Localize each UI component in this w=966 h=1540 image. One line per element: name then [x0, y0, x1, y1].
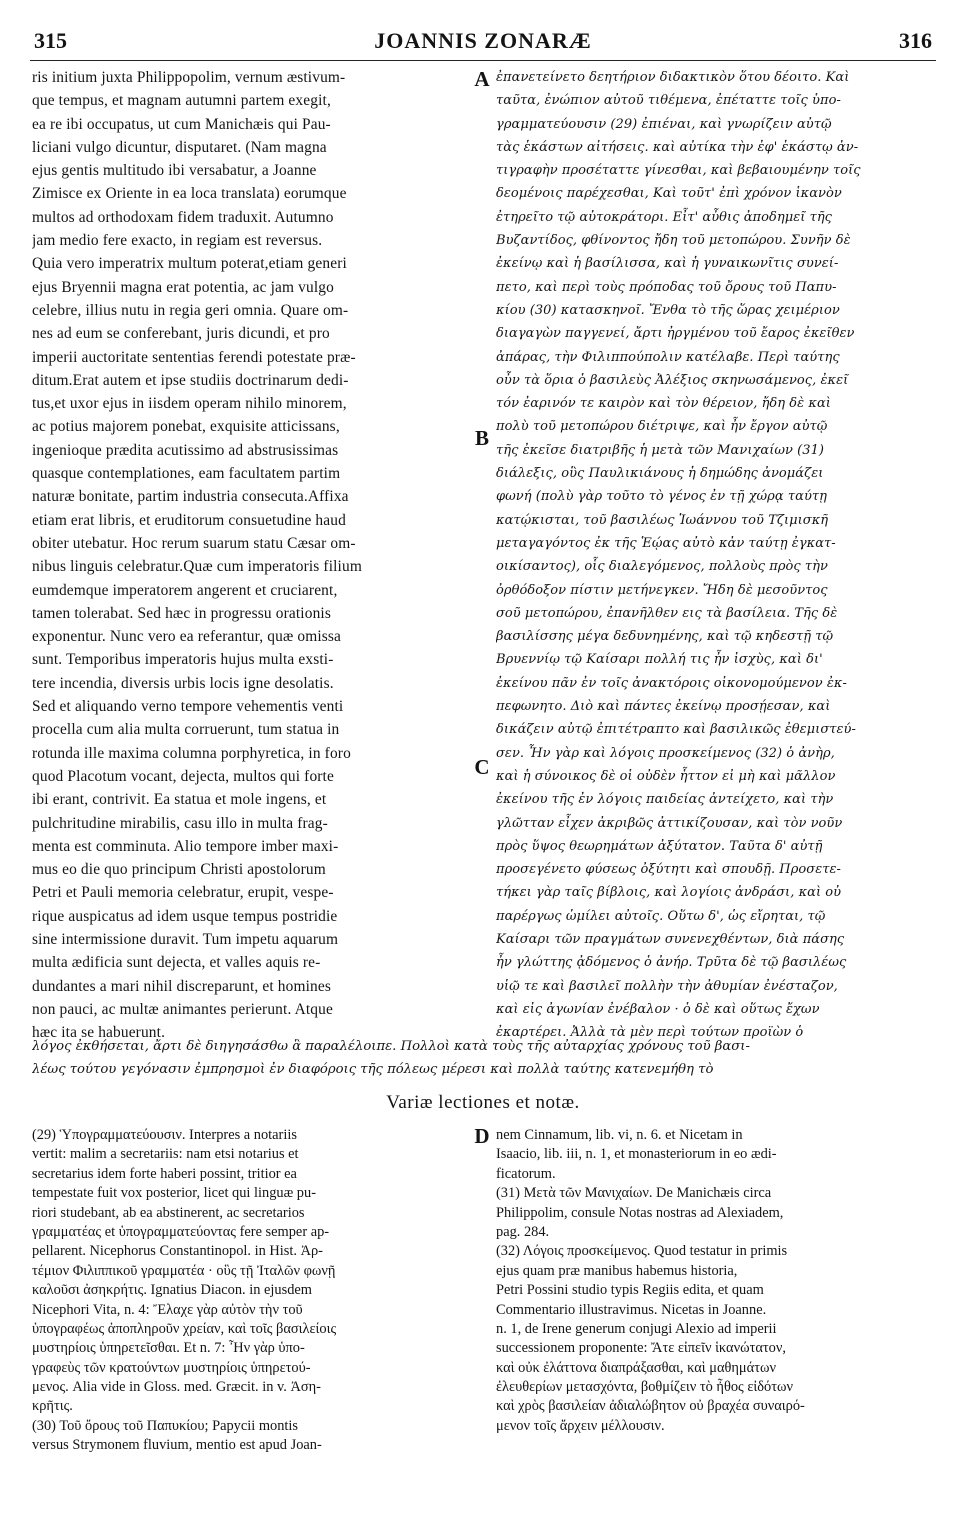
greek-text-line: ὀρθόδοξον πίστιν μετήνεγκεν. Ἤδη δὲ μεσοῦντος — [496, 582, 828, 598]
note-line: Nicephori Vita, n. 4: Ἔλαχε γὰρ αὐτὸν τὴν τοῦ — [32, 1301, 303, 1318]
latin-text-line: rotunda ille maxima columna porphyretica, in foro — [32, 744, 351, 762]
greek-text-line: ἐκείνῳ καὶ ἡ βασίλισσα, καὶ ἡ γυναικωνῖτις συνεί- — [496, 256, 839, 272]
latin-text-line: multos ad orthodoxam fidem traduxit. Autumno — [32, 208, 334, 226]
latin-text-line: procella cum alia multa corruerunt, tum statua in — [32, 721, 340, 739]
latin-text-line: Petri et Pauli memoria celebratur, erupit, vespe- — [32, 884, 334, 902]
greek-text-line: πολὺ τοῦ μετοπώρου διέτριψε, καὶ ἦν ἔργον αὐτῷ — [496, 419, 828, 435]
note-line: καὶ χρὸς βασιλείαν ἀδιαλώβητον οὐ βραχέα συναιρό- — [496, 1398, 805, 1415]
greek-text-line: ταῦτα, ἐνώπιον αὐτοῦ τιθέμενα, ἐπέταττε τοῖς ὑπο- — [496, 93, 841, 109]
note-line: ejus quam præ manibus habemus historia, — [496, 1262, 738, 1279]
greek-text-line: πρὸς ὕψος θεωρημάτων ἀξύτατον. Ταῦτα δ' αὐτῇ — [496, 838, 823, 854]
latin-text-line: ibi erant, contrivit. Ea statua et mole ingens, et — [32, 791, 327, 809]
latin-text-line: ac potius majorem ponebat, exquisite atticissans, — [32, 418, 340, 436]
greek-text-line: ἐκαρτέρει. Ἀλλὰ τὰ μὲν περὶ τούτων προϊὼν ὁ — [496, 1025, 804, 1041]
greek-text-line: προσεγένετο φύσεως ὀξύτητι καὶ σπουδῇ. Προσετε- — [496, 862, 841, 878]
latin-text-line: multa ædificia sunt dejecta, et valles aquis re- — [32, 954, 321, 972]
latin-text-line: nes ad eum se conferebant, juris dicundi, et pro — [32, 325, 330, 343]
greek-text-line: τόν ἐαρινόν τε καιρὸν καὶ τὸν θέρειον, ἤδη δὲ καὶ — [496, 396, 831, 412]
latin-text-line: tamen tolerabat. Sed hæc in progressu orationis — [32, 604, 331, 622]
page-number-left: 315 — [34, 28, 67, 53]
note-line: Commentario illustravimus. Nicetas in Joanne. — [496, 1301, 767, 1318]
latin-text-line: Zimisce ex Oriente in ea loca translata) eorumque — [32, 185, 347, 203]
latin-text-line: etiam erat libris, et eruditorum consuetudine haud — [32, 511, 346, 529]
greek-text-line: ἀπάρας, τὴν Φιλιππούπολιν κατέλαβε. Περὶ ταύτης — [496, 349, 840, 365]
note-line: τέμιον Φιλιππικοῦ γραμματέα · οὓς τῇ Ἰταλῶν φωνῇ — [32, 1262, 336, 1279]
note-line: μενον τοῖς ἄρχειν μέλλουσιν. — [496, 1417, 665, 1434]
greek-text-line: μεταγαγόντος ἐκ τῆς Ἑῴας αὐτὸ κἀν ταύτῃ ἐγκατ- — [496, 535, 836, 551]
margin-marker-a: A — [474, 67, 490, 91]
notes-heading: Variæ lectiones et notæ. — [386, 1092, 580, 1113]
notes-right-column — [496, 1126, 936, 1436]
note-line: (30) Τοῦ ὄρους τοῦ Παπυκίου; Papycii montis — [32, 1417, 299, 1434]
latin-text-line: ejus Bryennii magna erat potentia, ac jam vulgo — [32, 278, 334, 296]
note-line: (31) Μετὰ τῶν Μανιχαίων. De Manichæis circa — [496, 1185, 772, 1202]
note-line: γραφεὺς τῶν κρατούντων μυστηρίοις ὑπηρετού- — [32, 1359, 311, 1376]
greek-text-line: σεν. Ἦν γὰρ καὶ λόγοις προσκείμενος (32) ὁ ἀνὴρ, — [496, 745, 835, 761]
greek-text-line: οὖν τὰ ὅρια ὁ βασιλεὺς Ἀλέξιος σκηνωσάμενος, ἐκεῖ — [496, 372, 849, 388]
note-line: versus Strymonem fluvium, mentio est apud Joan- — [32, 1437, 322, 1454]
note-line: pag. 284. — [496, 1223, 550, 1240]
page-header — [20, 28, 946, 56]
greek-text-line: τὰς ἑκάστων αἰτήσεις. καὶ αὐτίκα τὴν ἐφ' ἑκάστῳ ἀν- — [496, 139, 859, 155]
running-title: JOANNIS ZONARÆ — [374, 28, 592, 53]
note-line: ἐλευθερίων μετασχόντα, βοθμίζειν τὸ ἦθος εἰδότων — [496, 1379, 793, 1396]
latin-text-line: dundantes a mari nihil discreparunt, et homines — [32, 977, 331, 995]
note-line: γραμματέας et ὑπογραμματεύοντας fere semper ap- — [32, 1223, 330, 1240]
greek-text-line: σοῦ μετοπώρου, ἐπανῆλθεν εις τὰ βασίλεια. Τῆς δὲ — [496, 605, 838, 621]
greek-text-line: Βρυεννίῳ τῷ Καίσαρι πολλή τις ἦν ἰσχὺς, καὶ δι' — [496, 652, 823, 668]
greek-text-line: ἦν γλώττης ᾀδόμενος ὁ ἀνήρ. Τρῦτα δὲ τῷ βασιλέως — [496, 955, 847, 971]
latin-text-line: Quia vero imperatrix multum poterat,etiam generi — [32, 255, 347, 273]
note-line: successionem proponente: Ἄτε εἰπεῖν ἱκανώτατον, — [496, 1340, 786, 1357]
note-line: n. 1, de Irene generum conjugi Alexio ad imperii — [496, 1320, 777, 1337]
note-line: (29) Ὑπογραμματεύουσιν. Interpres a notariis — [32, 1127, 297, 1143]
greek-text-line: τήκει γὰρ ταῖς βίβλοις, καὶ λογίοις ἀνδράσι, καὶ οὐ — [496, 885, 842, 901]
full-width-text-line: λέως τούτου γεγόνασιν ἐμπρησμοὶ ἐν διαφόροις τῆς πόλεως μέρεσι καὶ πολλὰ ταύτης κατενεμήθη τὸ — [32, 1062, 714, 1078]
full-width-text-line: λόγος ἐκθήσεται, ἄρτι δὲ διηγησάσθω ἃ παραλέλοιπε. Πολλοὶ κατὰ τοὺς τῆς αὐταρχίας χρόνους τοῦ βασι- — [32, 1039, 750, 1054]
latin-text-line: sine intermissione duravit. Tum impetu aquarum — [32, 930, 339, 948]
note-line: κρῆτις. — [32, 1398, 73, 1415]
greek-text-line: ἐκείνου πᾶν ἐν τοῖς ἀνακτόροις οἰκονομούμενον ἐκ- — [496, 675, 847, 691]
greek-text-line: τιγραφὴν προσέταττε γίνεσθαι, καὶ βεβαιουμένην τοῖς — [496, 163, 861, 179]
margin-marker-c: C — [474, 755, 490, 779]
latin-text-line: que tempus, et magnam autumni partem exegit, — [32, 92, 331, 110]
latin-text-line: rique auspicatus ad idem usque tempus postridie — [32, 907, 338, 925]
latin-text-line: celebre, illius nutu in regia geri omnia. Quare om- — [32, 301, 349, 319]
note-line: Philippolim, consule Notas nostras ad Alexiadem, — [496, 1204, 784, 1221]
note-line: ficatorum. — [496, 1165, 556, 1182]
greek-text-line: παρέργως ὡμίλει αὐτοῖς. Οὕτω δ', ὡς εἴρηται, τῷ — [496, 908, 826, 924]
note-line: pellarent. Nicephorus Constantinopol. in Hist. Ἀρ- — [32, 1243, 323, 1260]
full-width-text — [32, 1035, 942, 1082]
greek-text-line: δεομένοις παρέχεσθαι, Καὶ τοῦτ' ἐπὶ χρόνον ἱκανὸν — [496, 186, 842, 202]
latin-column — [32, 66, 472, 1044]
latin-text-line: imperii auctoritate sententias ferendi potestate præ- — [32, 348, 356, 366]
latin-text-line: Sed et aliquando verno tempore vehementis venti — [32, 698, 344, 716]
note-line: καλοῦσι ἀσηκρήτις. Ignatius Diacon. in ejusdem — [32, 1282, 312, 1299]
greek-text-line: πεφωνητο. Διὸ καὶ πάντες ἐκείνῳ προσῄεσαν, καὶ — [496, 699, 831, 715]
page-number-right: 316 — [899, 28, 932, 53]
latin-text-line: ea re ibi occupatus, ut cum Manichæis qui Pau- — [32, 115, 331, 133]
latin-text-line: quod Placotum vocant, dejecta, multos qui forte — [32, 767, 334, 785]
greek-text-line: καὶ ἡ σύνοικος δὲ οἱ οὐδὲν ἧττον εἰ μὴ καὶ μᾶλλον — [496, 768, 836, 784]
latin-text-line: ejus gentis multitudo ibi versabatur, a Joanne — [32, 162, 317, 180]
margin-marker-d: D — [474, 1124, 490, 1148]
greek-text-line: πετο, καὶ περὶ τοὺς πρόποδας τοῦ ὄρους τοῦ Παπυ- — [496, 279, 837, 295]
greek-text-line: υἱῷ τε καὶ βασιλεῖ πολλὴν τὴν ἀθυμίαν ἐνέσταζον, — [496, 978, 838, 994]
latin-text-line: jam medio fere exacto, in regiam est reversus. — [32, 232, 323, 250]
note-line: nem Cinnamum, lib. vi, n. 6. et Nicetam in — [496, 1127, 743, 1143]
note-line: tempestate fuit vox posterior, licet qui linguæ pu- — [32, 1185, 316, 1202]
notes-left-column — [32, 1126, 472, 1456]
latin-text-line: mus eo die quo principum Christi apostolorum — [32, 861, 326, 879]
latin-text-line: naturæ bonitate, partim industria consecuta.Affixa — [32, 488, 349, 506]
greek-text-line: φωνή (πολὺ γὰρ τοῦτο τὸ γένος ἐν τῇ χώρᾳ ταύτῃ — [496, 489, 827, 505]
note-line: Petri Possini studio typis Regiis edita, et quam — [496, 1282, 764, 1299]
latin-text-line: ingenioque prædita acutissimo ad abstrusissimas — [32, 441, 339, 459]
latin-text-line: ditum.Erat autem et ipse studiis doctrinarum dedi- — [32, 371, 349, 389]
latin-text-line: sunt. Temporibus imperatoris hujus multa exsti- — [32, 651, 334, 669]
header-rule — [30, 60, 936, 61]
greek-text-line: βασιλίσσης μέγα δεδυνημένης, καὶ τῷ κηδεστῇ τῷ — [496, 629, 834, 645]
latin-text-line: nibus linguis celebratur.Quæ cum imperatoris filium — [32, 558, 362, 576]
note-line: vertit: malim a secretariis: nam etsi notarius et — [32, 1146, 299, 1163]
greek-text-line: ἐκείνου τῆς ἐν λόγοις παιδείας ἀντείχετο, καὶ τὴν — [496, 792, 834, 808]
greek-text-line: διαγαγὼν παγγενεί, ἄρτι ἠργμένου τοῦ ἔαρος ἐκεῖθεν — [496, 326, 855, 342]
latin-text-line: non pauci, ac multæ animantes perierunt. Atque — [32, 1000, 333, 1018]
greek-column — [496, 66, 936, 1044]
latin-text-line: tere incendia, diversis urbis locis igne desolatis. — [32, 674, 334, 692]
latin-text-line: pulchritudine mirabilis, casu illo in multa frag- — [32, 814, 328, 832]
greek-text-line: ἐπανετείνετο δεητήριον διδακτικὸν ὅτου δέοιτο. Καὶ — [496, 70, 850, 85]
note-line: ὑπογραφέως ἀποπληροῦν χρείαν, καὶ τοῖς βασιλείοις — [32, 1320, 337, 1337]
latin-text-line: ris initium juxta Philippopolim, vernum æstivum- — [32, 69, 346, 86]
greek-text-line: γραμματεύουσιν (29) ἐπιέναι, καὶ γνωρίζειν αὐτῷ — [496, 116, 832, 132]
latin-text-line: exponentur. Nunc vero ea referantur, quæ omissa — [32, 628, 342, 646]
latin-text-line: obiter utebatur. Hoc rerum suarum statu Cæsar om- — [32, 534, 356, 552]
latin-text-line: quasque contemplationes, eam facultatem partim — [32, 465, 341, 483]
greek-text-line: γλῶτταν εἶχεν ἀκριβῶς ἀττικίζουσαν, καὶ τὸν νοῦν — [496, 815, 843, 831]
greek-text-line: ἐτηρεῖτο τῷ αὐτοκράτορι. Εἶτ' αὖθις ἀποδημεῖ τῆς — [496, 209, 833, 225]
note-line: Isaacio, lib. iii, n. 1, et monasteriorum in eo ædi- — [496, 1146, 777, 1163]
latin-text-line: liciani vulgo dicuntur, disputaret. (Nam magna — [32, 138, 327, 156]
greek-text-line: κίου (30) κατασκηνοῖ. Ἔνθα τὸ τῆς ὥρας χειμέριον — [496, 302, 840, 318]
greek-text-line: κατῴκισται, τοῦ βασιλέως Ἰωάννου τοῦ Τζιμισκῆ — [496, 512, 829, 528]
greek-text-line: οικίσαντος), οἷς διαλεγόμενος, πολλοὺς πρὸς τὴν — [496, 559, 828, 575]
note-line: (32) Λόγοις προσκείμενος. Quod testatur in primis — [496, 1243, 788, 1260]
greek-text-line: δικάζειν αὐτῷ ἐπιτέτραπτο καὶ βασιλικῶς ἐθεμιστεύ- — [496, 722, 856, 738]
greek-text-line: καὶ εἰς ἀγωνίαν ἐνέβαλον · ὁ δὲ καὶ οὕτως ἔχων — [496, 1001, 820, 1017]
note-line: μυστηρίοις ὑπηρετεῖσθαι. Et n. 7: Ἦν γὰρ ὑπο- — [32, 1340, 305, 1357]
note-line: riori studebant, ab ea abstinerent, ac secretarios — [32, 1204, 305, 1221]
note-line: μενος. Alia vide in Gloss. med. Græcit. in v. Ἀση- — [32, 1379, 321, 1396]
latin-text-line: tus,et uxor ejus in iisdem operam nihilo minorem, — [32, 395, 347, 413]
greek-text-line: διάλεξις, οὓς Παυλικιάνους ἡ δημώδης ἀνομάζει — [496, 466, 824, 482]
latin-text-line: eumdemque imperatorem angerent et cruciarent, — [32, 581, 338, 599]
note-line: secretarius idem forte haberi possint, tritior ea — [32, 1165, 297, 1182]
greek-text-line: τῆς ἐκεῖσε διατριβῆς ἡ μετὰ τῶν Μανιχαίων (31) — [496, 442, 825, 458]
latin-text-line: hæc ita se habuerunt. — [32, 1024, 166, 1042]
note-line: καὶ οὐκ ἐλάττονα διαπράξασθαι, καὶ μαθημάτων — [496, 1359, 776, 1376]
margin-marker-b: B — [474, 426, 489, 450]
latin-text-line: menta est comminuta. Alio tempore imber maxi- — [32, 837, 339, 855]
greek-text-line: Βυζαντίδος, φθίνοντος ἤδη τοῦ μετοπώρου. Συνῆν δὲ — [496, 233, 851, 249]
greek-text-line: Καίσαρι τῶν πραγμάτων συνενεχθέντων, διὰ πάσης — [496, 931, 845, 947]
